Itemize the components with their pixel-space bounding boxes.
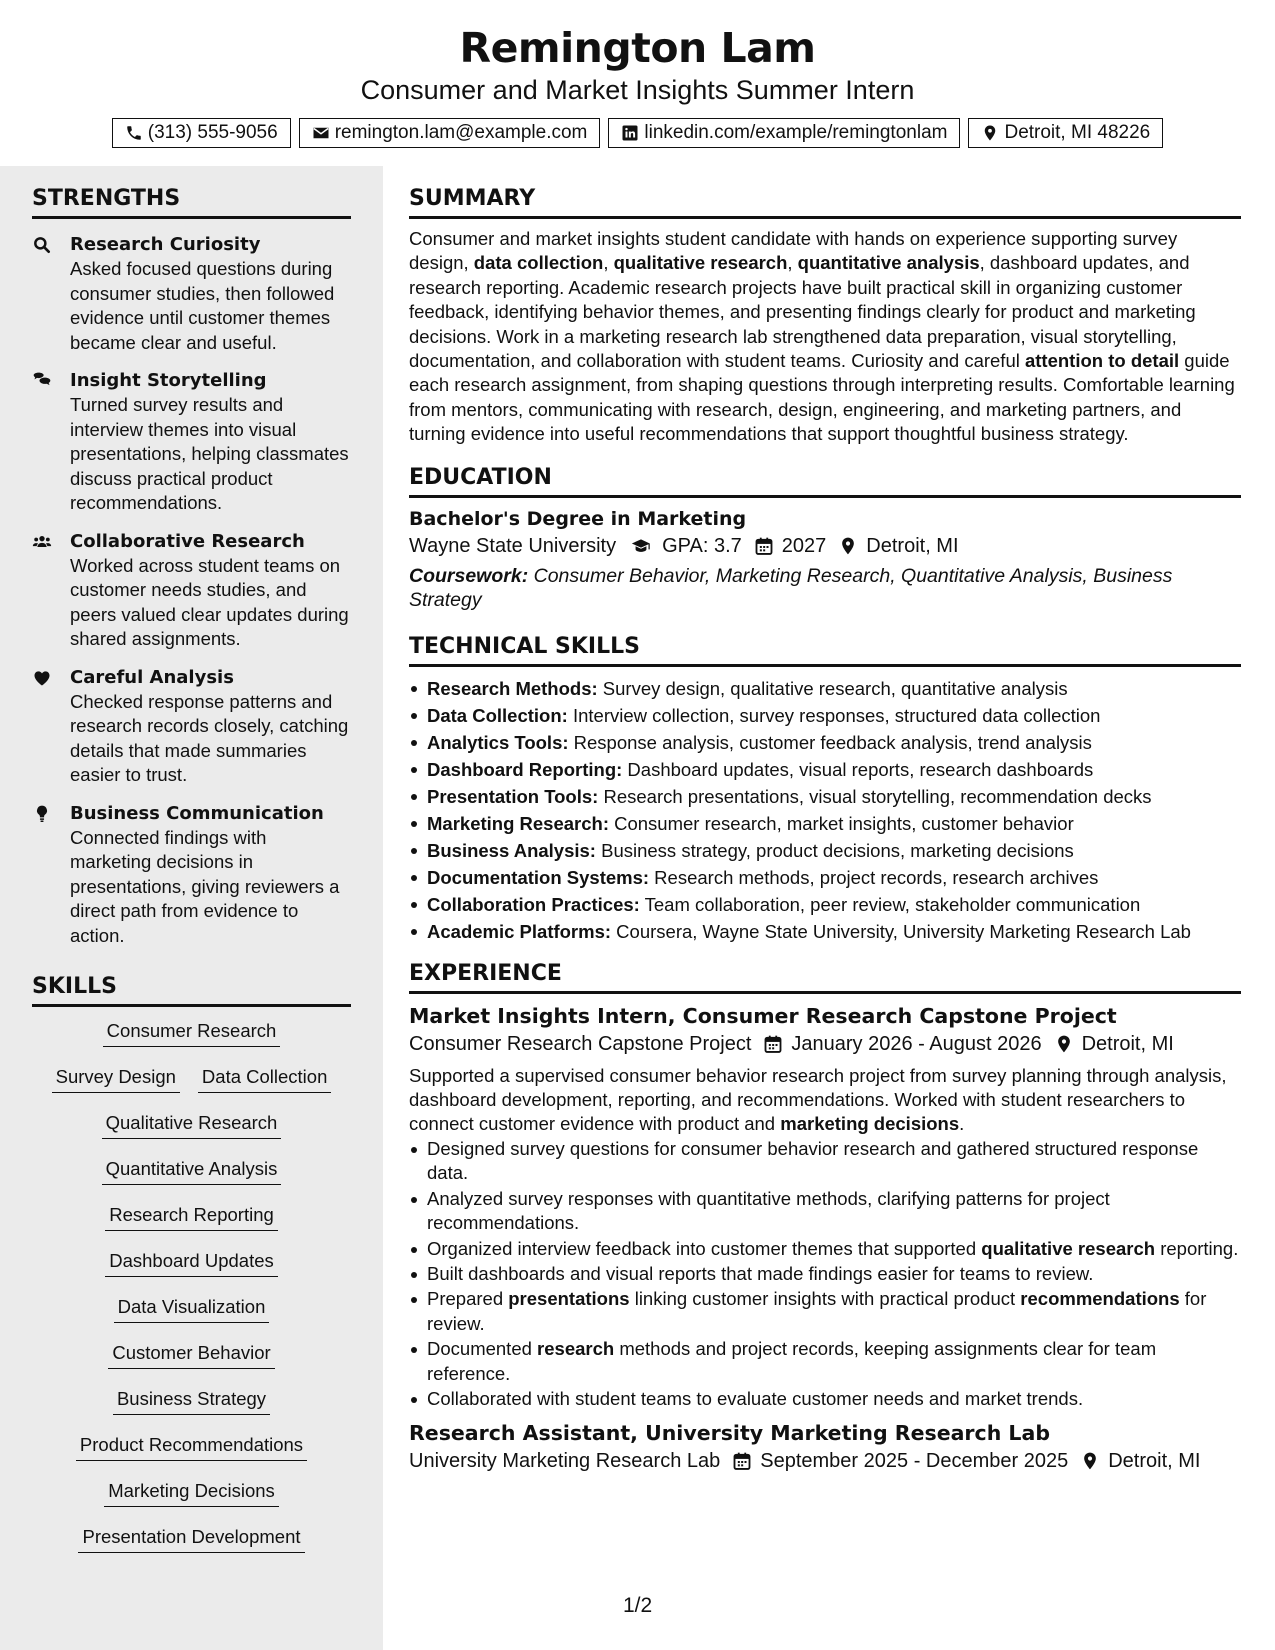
strength-item [32,530,351,652]
strength-title: Business Communication [70,802,324,824]
list-item: Organized interview feedback into customer themes that supported qualitative research reporting. [409,1237,1241,1261]
job-title: Market Insights Intern, Consumer Research Capstone Project [409,1003,1117,1028]
map-pin-icon [838,536,858,556]
heart-icon [32,668,52,688]
skill-tag: Marketing Decisions [104,1479,279,1507]
skill-tag: Research Reporting [105,1203,278,1231]
skill-tag: Business Strategy [113,1387,270,1415]
technical-skills-title: TECHNICAL SKILLS [409,632,1241,667]
skills-title: SKILLS [32,972,351,1007]
job-location: Detroit, MI [1081,1032,1174,1055]
summary-title: SUMMARY [409,184,1241,219]
strength-item [32,666,351,788]
map-pin-icon [981,124,999,142]
strengths-title: STRENGTHS [32,184,351,219]
list-item: Business Analysis: Business strategy, product decisions, marketing decisions [409,837,1241,864]
education-meta [409,532,1241,560]
skills-list [32,1019,351,1571]
strength-desc: Asked focused questions during consumer studies, then followed evidence until customer themes became clear and useful. [70,258,335,353]
calendar-icon [754,536,774,556]
skill-tag: Consumer Research [103,1019,281,1047]
skill-tag: Dashboard Updates [105,1249,278,1277]
strength-title: Careful Analysis [70,666,234,688]
page-number: 1/2 [623,1594,653,1617]
contact-linkedin[interactable] [608,118,960,148]
summary-text: Consumer and market insights student candidate with hands on experience supporting survey design, data collection, qualitative research, quantitative analysis, dashboard updates, and research reporting. Academic research projects have built practical skill in organizing customer feedback, identifying behavior themes, and presenting findings clearly for product and marketing decisions. Work in a marketing research lab strengthened data preparation, visual storytelling, documentation, and collaboration with student teams. Curiosity and careful attention to detail guide each research assignment, from shaping questions through interpreting results. Comfortable learning from mentors, communicating with research, design, engineering, and marketing partners, and turning evidence into useful recommendations that support thoughtful business strategy. [409,228,1235,445]
list-item: Data Collection: Interview collection, survey responses, structured data collection [409,702,1241,729]
phone-icon [125,124,143,142]
candidate-role: Consumer and Market Insights Summer Intern [360,75,915,105]
list-item: Presentation Tools: Research presentations, visual storytelling, recommendation decks [409,783,1241,810]
job-dates: January 2026 - August 2026 [791,1032,1042,1055]
strength-item [32,369,351,516]
contact-location-text: Detroit, MI 48226 [1004,122,1151,143]
list-item: Analyzed survey responses with quantitative methods, clarifying patterns for project recommendations. [409,1187,1241,1236]
technical-skills-list [409,675,1241,945]
search-icon [32,235,52,255]
map-pin-icon [1080,1451,1100,1471]
job-dates: September 2025 - December 2025 [760,1450,1069,1473]
list-item: Documentation Systems: Research methods, project records, research archives [409,864,1241,891]
map-pin-icon [1054,1034,1074,1054]
contact-phone[interactable] [112,118,291,148]
list-item: Prepared presentations linking customer insights with practical product recommendations for review. [409,1287,1241,1336]
coursework: Coursework: Consumer Behavior, Marketing Research, Quantitative Analysis, Business Strategy [409,564,1173,611]
candidate-name: Remington Lam [459,24,816,72]
contact-bar [0,118,1275,148]
strength-item [32,233,351,355]
skill-tag: Qualitative Research [102,1111,282,1139]
calendar-icon [763,1034,783,1054]
list-item: Research Methods: Survey design, qualitative research, quantitative analysis [409,675,1241,702]
skill-tag: Data Visualization [114,1295,270,1323]
graduation-year: 2027 [781,534,827,557]
education-title: EDUCATION [409,463,1241,498]
resume-header [0,0,1275,148]
contact-linkedin-text: linkedin.com/example/remingtonlam [644,122,948,143]
skill-tag: Data Collection [198,1065,331,1093]
strength-title: Research Curiosity [70,234,261,255]
job-description: Supported a supervised consumer behavior research project from survey planning through analysis, dashboard development, reporting, and recommendations. Worked with student researchers to connect customer evidence with product and marketing decisions. [409,1064,1227,1135]
job-meta [409,1030,1241,1058]
job-org: University Marketing Research Lab [409,1450,721,1473]
list-item: Collaboration Practices: Team collaboration, peer review, stakeholder communication [409,891,1241,918]
degree-title: Bachelor's Degree in Marketing [409,507,747,530]
job-title: Research Assistant, University Marketing Research Lab [409,1421,1050,1446]
strength-item [32,802,351,949]
school-name: Wayne State University [409,534,617,557]
list-item: Dashboard Reporting: Dashboard updates, visual reports, research dashboards [409,756,1241,783]
skill-tag: Presentation Development [78,1525,304,1553]
envelope-icon [312,124,330,142]
strength-desc: Worked across student teams on customer needs studies, and peers valued clear updates during shared assignments. [70,554,349,649]
skill-tag: Customer Behavior [108,1341,274,1369]
job-bullets [409,1137,1241,1411]
lightbulb-icon [32,804,52,824]
strength-title: Insight Storytelling [70,370,267,391]
linkedin-icon [621,124,639,142]
contact-phone-text: (313) 555-9056 [147,122,278,143]
list-item: Analytics Tools: Response analysis, customer feedback analysis, trend analysis [409,729,1241,756]
skill-tag: Quantitative Analysis [102,1157,282,1185]
strength-desc: Turned survey results and interview themes into visual presentations, helping classmates discuss practical product recommendations. [70,394,349,513]
users-icon [32,532,52,552]
experience-title: EXPERIENCE [409,959,1241,994]
list-item: Marketing Research: Consumer research, market insights, customer behavior [409,810,1241,837]
list-item: Designed survey questions for consumer behavior research and gathered structured response data. [409,1137,1241,1186]
main-column [409,166,1241,1475]
calendar-icon [732,1451,752,1471]
job-location: Detroit, MI [1108,1450,1201,1473]
list-item: Academic Platforms: Coursera, Wayne State University, University Marketing Research Lab [409,918,1241,945]
education-location: Detroit, MI [866,534,959,557]
strength-desc: Checked response patterns and research records closely, catching details that made summaries easier to trust. [70,690,349,785]
comments-icon [32,371,52,391]
gpa-text: GPA: 3.7 [662,534,742,557]
strength-title: Collaborative Research [70,530,305,552]
sidebar [0,166,383,1650]
list-item: Documented research methods and project records, keeping assignments clear for team reference. [409,1337,1241,1386]
list-item: Built dashboards and visual reports that made findings easier for teams to review. [409,1262,1241,1286]
graduation-cap-icon [628,536,654,556]
skill-tag: Survey Design [52,1065,180,1093]
list-item: Collaborated with student teams to evaluate customer needs and market trends. [409,1387,1241,1411]
contact-email[interactable] [299,118,601,148]
contact-email-text: remington.lam@example.com [334,122,588,143]
contact-location[interactable] [968,118,1163,148]
job-org: Consumer Research Capstone Project [409,1032,752,1055]
strength-desc: Connected findings with marketing decisions in presentations, giving reviewers a direct path from evidence to action. [70,826,340,946]
skill-tag: Product Recommendations [76,1433,307,1461]
job-meta [409,1447,1241,1475]
